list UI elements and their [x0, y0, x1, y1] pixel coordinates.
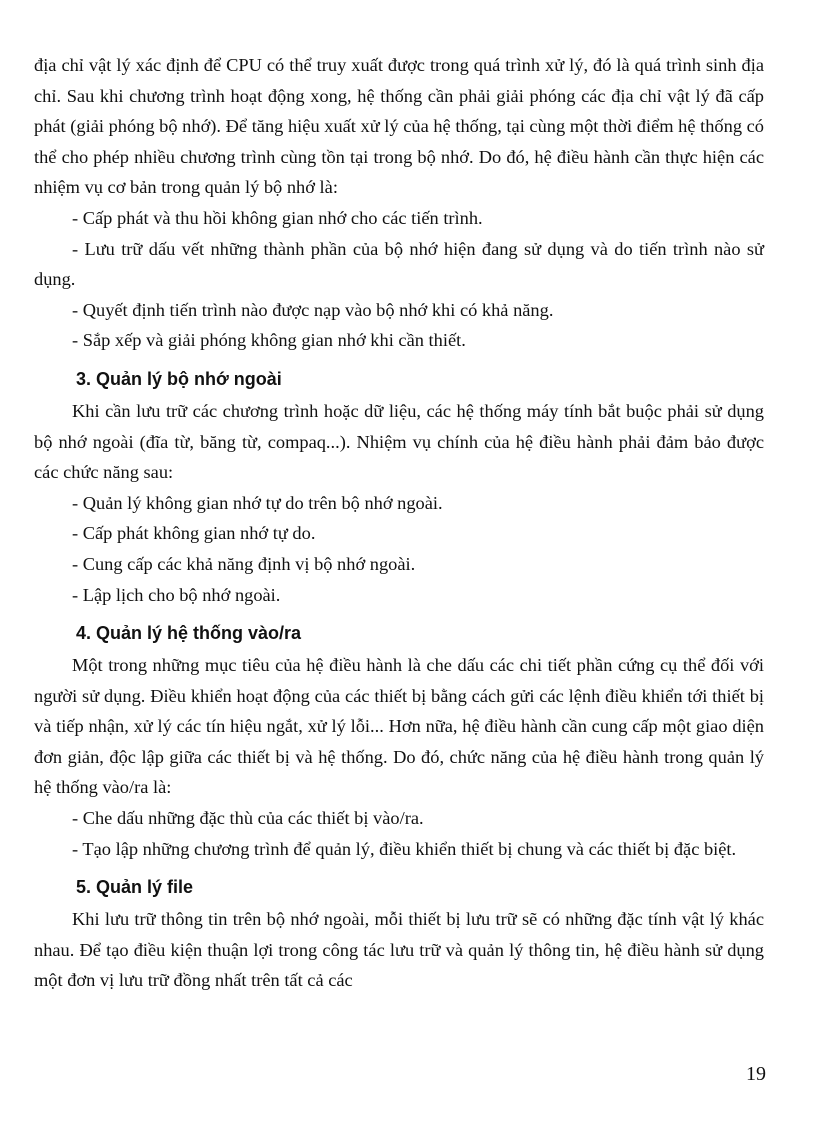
list-item: - Quyết định tiến trình nào được nạp vào bộ nhớ khi có khả năng. [72, 299, 554, 320]
list-item: - Che dấu những đặc thù của các thiết bị vào/ra. [72, 808, 424, 829]
section-heading: 3. Quản lý bộ nhớ ngoài [76, 368, 282, 389]
list-item: - Tạo lập những chương trình để quản lý, điều khiển thiết bị chung và các thiết bị đặc biệt. [72, 838, 737, 859]
section-paragraph: Một trong những mục tiêu của hệ điều hành là che dấu các chi tiết phần cứng cụ thể đối với người sử dụng. Điều khiển hoạt động của các thiết bị bằng cách gửi các lệnh điều khiển tới thiết bị và tiếp nhận, xử lý các tín hiệu ngắt, xử lý lỗi... Hơn nữa, hệ điều hành cần cung cấp một giao diện đơn giản, độc lập giữa các thiết bị và hệ thống. Do đó, chức năng của hệ điều hành trong quản lý hệ thống vào/ra là: [34, 655, 764, 798]
page-number: 19 [746, 1063, 766, 1085]
section-heading: 5. Quản lý file [76, 877, 194, 898]
list-item: - Lưu trữ dấu vết những thành phần của bộ nhớ hiện đang sử dụng và do tiến trình nào sử dụng. [34, 238, 764, 290]
list-item: - Cấp phát và thu hồi không gian nhớ cho các tiến trình. [72, 207, 483, 228]
list-item: - Cung cấp các khả năng định vị bộ nhớ ngoài. [72, 553, 416, 574]
page-body [34, 50, 764, 996]
list-item: - Quản lý không gian nhớ tự do trên bộ nhớ ngoài. [72, 492, 443, 513]
section-paragraph: Khi cần lưu trữ các chương trình hoặc dữ liệu, các hệ thống máy tính bắt buộc phải sử dụng bộ nhớ ngoài (đĩa từ, băng từ, compaq...). Nhiệm vụ chính của hệ điều hành phải đảm bảo được các chức năng sau: [34, 400, 764, 483]
list-item: - Sắp xếp và giải phóng không gian nhớ khi cần thiết. [72, 330, 466, 351]
intro-paragraph: địa chỉ vật lý xác định để CPU có thể truy xuất được trong quá trình xử lý, đó là quá trình sinh địa chỉ. Sau khi chương trình hoạt động xong, hệ thống cần phải giải phóng các địa chỉ vật lý đã cấp phát (giải phóng bộ nhớ). Để tăng hiệu xuất xử lý của hệ thống, tại cùng một thời điểm hệ thống có thể cho phép nhiều chương trình cùng tồn tại trong bộ nhớ. Do đó, hệ điều hành cần thực hiện các nhiệm vụ cơ bản trong quản lý bộ nhớ là: [34, 55, 764, 198]
section-paragraph: Khi lưu trữ thông tin trên bộ nhớ ngoài, mỗi thiết bị lưu trữ sẽ có những đặc tính vật lý khác nhau. Để tạo điều kiện thuận lợi trong công tác lưu trữ và quản lý thông tin, hệ điều hành sử dụng một đơn vị lưu trữ đồng nhất trên tất cả các [34, 909, 764, 991]
list-item: - Cấp phát không gian nhớ tự do. [72, 523, 316, 544]
section-heading: 4. Quản lý hệ thống vào/ra [76, 623, 302, 644]
list-item: - Lập lịch cho bộ nhớ ngoài. [72, 584, 281, 605]
